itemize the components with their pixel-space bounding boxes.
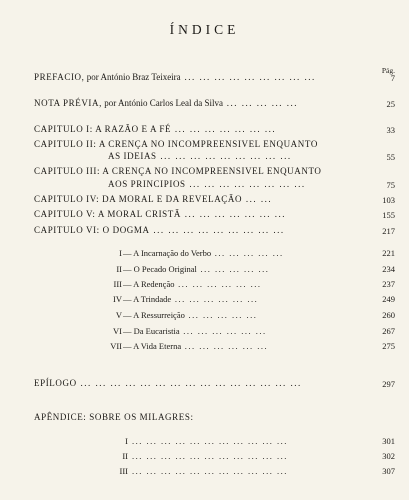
page-number: 7 <box>390 73 395 83</box>
section-entry <box>123 279 261 289</box>
page-title: ÍNDICE <box>169 22 240 37</box>
page-number: 103 <box>382 195 395 205</box>
page-number: 25 <box>386 99 395 109</box>
chapter-title-line2: AOS PRINCIPIOS <box>108 179 186 189</box>
page-number: 155 <box>382 210 395 220</box>
page-number: 217 <box>382 226 395 236</box>
toc-entry-capitulo-5 <box>34 209 286 221</box>
chapter-label: CAPITULO VI: <box>34 225 100 235</box>
page-column-label: Pág. <box>381 66 395 75</box>
appendix-number: III <box>119 466 128 476</box>
page-number: 275 <box>382 341 395 351</box>
page-number: 75 <box>386 180 395 190</box>
chapter-label: CAPITULO V: <box>34 209 96 219</box>
leader-dots: ... ... ... ... ... ... <box>181 341 269 351</box>
section-entry <box>123 294 258 304</box>
leader-dots: ... ... ... ... ... <box>196 264 270 274</box>
entry-author: por António Carlos Leal da Silva <box>101 98 223 108</box>
page-number: 307 <box>382 466 395 476</box>
section-number: II <box>116 264 122 274</box>
appendix-number: II <box>122 451 128 461</box>
toc-entry-capitulo-1 <box>34 124 276 136</box>
entry-author: por António Braz Teixeira <box>84 72 181 82</box>
page-number: 55 <box>386 152 395 162</box>
chapter-title-continuation <box>108 179 306 191</box>
section-number: V <box>115 310 122 320</box>
leader-dots: ... ... ... ... ... ... ... <box>171 124 277 134</box>
section-title: — A Trindade <box>123 294 172 304</box>
page-number: 267 <box>382 326 395 336</box>
toc-entry-capitulo-6 <box>34 225 285 237</box>
entry-label: NOTA PRÉVIA, <box>34 98 102 108</box>
section-entry <box>123 248 284 258</box>
toc-entry-apendice: APÊNDICE: SOBRE OS MILAGRES: <box>34 412 194 422</box>
section-title: — Da Eucaristia <box>123 326 180 336</box>
chapter-title: A CRENÇA NO INCOMPREENSIVEL ENQUANTO <box>102 166 322 176</box>
section-title: — A Redenção <box>123 279 175 289</box>
chapter-label: CAPITULO IV: <box>34 194 100 204</box>
toc-entry-prefacio <box>34 72 316 84</box>
chapter-title-line2: AS IDEIAS <box>108 151 157 161</box>
page-number: 249 <box>382 294 395 304</box>
section-entry <box>123 264 269 274</box>
leader-dots: ... ... <box>242 194 273 204</box>
chapter-title: A CRENÇA NO INCOMPREENSIVEL ENQUANTO <box>98 139 318 149</box>
toc-entry-epilogo <box>34 378 302 390</box>
leader-dots: ... ... ... ... ... ... ... ... ... ... ... ... ... ... ... <box>76 378 302 388</box>
leader-dots: ... ... ... ... ... <box>211 248 284 258</box>
leader-dots: ... ... ... ... ... <box>184 310 258 320</box>
leader-dots: ... ... ... ... ... ... ... ... ... ... ... <box>132 436 288 446</box>
page-number: 260 <box>382 310 395 320</box>
leader-dots: ... ... ... ... ... ... <box>179 326 267 336</box>
section-entry <box>123 310 257 320</box>
section-title: — A Incarnação do Verbo <box>123 248 212 258</box>
page-number: 221 <box>382 248 395 258</box>
page-number: 302 <box>382 451 395 461</box>
appendix-number: I <box>125 436 128 446</box>
toc-entry-capitulo-4 <box>34 194 272 206</box>
page-number: 234 <box>382 264 395 274</box>
chapter-title: DA MORAL E DA REVELAÇÃO <box>102 194 243 204</box>
leader-dots: ... ... ... ... ... ... ... ... ... ... ... <box>132 451 288 461</box>
leader-dots: ... ... ... ... ... ... ... ... ... ... ... <box>132 466 288 476</box>
chapter-title: A RAZÃO E A FÉ <box>95 124 172 134</box>
section-number: IV <box>113 294 122 304</box>
leader-dots: ... ... ... ... ... <box>222 98 298 108</box>
leader-dots: ... ... ... ... ... ... ... <box>180 209 286 219</box>
section-number: III <box>113 279 122 289</box>
leader-dots: ... ... ... ... ... ... ... ... ... <box>156 151 292 161</box>
section-title: — A Vida Eterna <box>123 341 182 351</box>
chapter-title-continuation <box>108 151 292 163</box>
section-title: — A Ressurreição <box>123 310 185 320</box>
chapter-label: CAPITULO I: <box>34 124 93 134</box>
section-title: — O Pecado Original <box>123 264 197 274</box>
leader-dots: ... ... ... ... ... ... ... ... ... <box>149 225 285 235</box>
chapter-title: O DOGMA <box>102 225 150 235</box>
chapter-label: CAPITULO III: <box>34 166 101 176</box>
page-number: 237 <box>382 279 395 289</box>
toc-entry-capitulo-3 <box>34 166 322 178</box>
toc-entry-nota-previa <box>34 98 298 110</box>
entry-label: PREFACIO, <box>34 72 85 82</box>
section-number: VII <box>110 341 122 351</box>
section-entry <box>123 326 267 336</box>
toc-entry-capitulo-2 <box>34 139 318 151</box>
section-entry <box>123 341 268 351</box>
entry-label: EPÍLOGO <box>34 378 77 388</box>
page-number: 301 <box>382 436 395 446</box>
leader-dots: ... ... ... ... ... ... ... ... <box>185 179 306 189</box>
leader-dots: ... ... ... ... ... ... <box>171 294 259 304</box>
section-number: I <box>119 248 122 258</box>
page-number: 33 <box>386 125 395 135</box>
page-number: 297 <box>382 379 395 389</box>
chapter-label: CAPITULO II: <box>34 139 97 149</box>
chapter-title: A MORAL CRISTÃ <box>97 209 181 219</box>
section-number: VI <box>113 326 122 336</box>
leader-dots: ... ... ... ... ... ... ... ... ... <box>180 72 316 82</box>
leader-dots: ... ... ... ... ... ... <box>174 279 262 289</box>
